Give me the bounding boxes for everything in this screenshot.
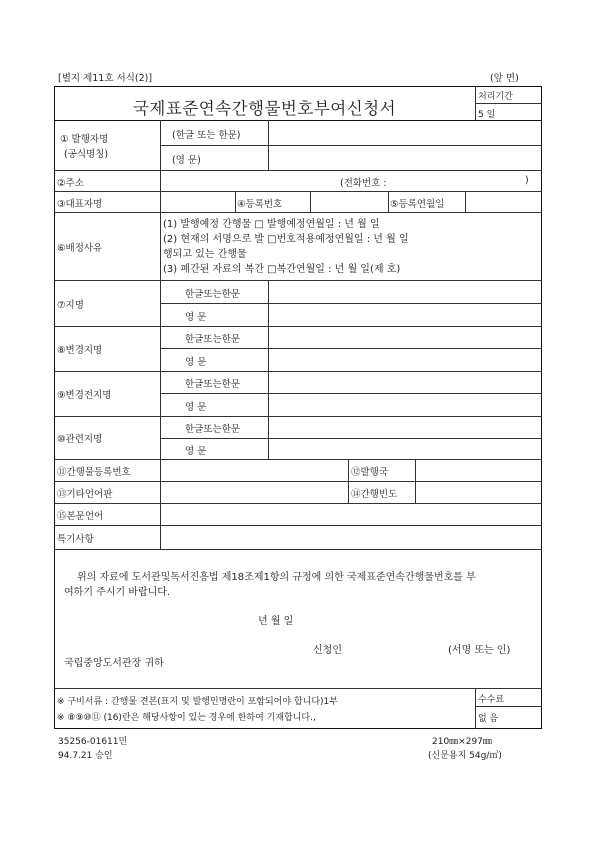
reason-line-4: (3) 폐간된 자료의 복간 □복간연월일 : 년 월 일(제 호) bbox=[163, 264, 401, 275]
reg-date-label: ⑤등록연월일 bbox=[390, 199, 445, 210]
application-date: 년 월 일 bbox=[258, 616, 294, 627]
country-label: ⑫발행국 bbox=[351, 467, 389, 478]
other-language-label: ⑬기타언어판 bbox=[57, 489, 113, 500]
declaration-line-1: 위의 자료에 도서관및독서진흥법 제18조제1항의 규정에 의한 국제표준연속간행물번호를 부 bbox=[77, 572, 476, 583]
special-notes-label: 특기사항 bbox=[57, 534, 94, 545]
phone-close: ) bbox=[525, 175, 529, 186]
form-frame bbox=[54, 86, 542, 729]
serial-reg-number-label: ⑪간행물등록번호 bbox=[57, 467, 131, 478]
fee-value: 없 음 bbox=[478, 714, 499, 724]
frequency-label: ⑭간행빈도 bbox=[351, 489, 398, 500]
title-label: ⑦지명 bbox=[57, 300, 84, 311]
representative-label: ③대표자명 bbox=[57, 199, 103, 210]
reason-line-1: (1) 발행예정 간행물 □ 발행예정연월일 : 년 월 일 bbox=[163, 219, 380, 230]
title-english-label: 영 문 bbox=[185, 312, 207, 323]
changed-title-english-label: 영 문 bbox=[185, 357, 207, 368]
related-title-english-label: 영 문 bbox=[185, 446, 207, 457]
reason-line-2: (2) 현재의 서명으로 발 □번호적용예정연월일 : 년 월 일 bbox=[163, 234, 409, 245]
addressee: 국립중앙도서관장 귀하 bbox=[64, 658, 164, 669]
title-korean-label: 한글또는한문 bbox=[185, 289, 241, 300]
conditional-fields-note: ※ ⑧⑨⑩⑪ (16)란은 해당사항이 있는 경우에 한하여 기재합니다., bbox=[57, 713, 316, 723]
form-code: 35256-01611민 bbox=[58, 737, 128, 747]
previous-title-english-label: 영 문 bbox=[185, 402, 207, 413]
applicant-label: 신청인 bbox=[313, 645, 342, 656]
page-title: 국제표준연속간행물번호부여신청서 bbox=[132, 99, 397, 118]
phone-label: (전화번호 : bbox=[340, 178, 387, 189]
fee-label: 수수료 bbox=[478, 695, 505, 705]
required-documents-note: ※ 구비서류 : 간행물 견본(표지 및 발행인명란이 포함되어야 합니다)1부 bbox=[57, 697, 338, 707]
reg-number-label: ④등록번호 bbox=[237, 199, 283, 210]
related-title-korean-label: 한글또는한문 bbox=[185, 424, 241, 435]
changed-title-korean-label: 한글또는한문 bbox=[185, 334, 241, 345]
publisher-label: ① 발행자명 bbox=[60, 134, 109, 145]
signature-label: (서명 또는 인) bbox=[448, 645, 511, 656]
previous-title-korean-label: 한글또는한문 bbox=[185, 379, 241, 390]
processing-period-value: 5 일 bbox=[478, 110, 496, 120]
paper-size: 210㎜×297㎜ bbox=[432, 737, 492, 747]
publisher-label-sub: (공식명칭) bbox=[64, 149, 109, 160]
paper-type: (신문용지 54g/㎡) bbox=[428, 751, 502, 761]
text-language-label: ⑮본문언어 bbox=[57, 511, 104, 522]
publisher-korean-label: (한글 또는 한문) bbox=[172, 130, 241, 141]
reason-label: ⑥배정사유 bbox=[57, 243, 103, 254]
reason-line-3: 행되고 있는 간행물 bbox=[163, 249, 247, 260]
processing-period-label: 처리기간 bbox=[478, 92, 513, 102]
approval-date: 94.7.21 승인 bbox=[58, 751, 113, 761]
page-side-label: (앞 면) bbox=[490, 73, 519, 84]
previous-title-label: ⑨변경전지명 bbox=[57, 390, 112, 401]
publisher-english-label: (영 문) bbox=[172, 155, 201, 166]
changed-title-label: ⑧변경지명 bbox=[57, 345, 103, 356]
form-number: [별지 제11호 서식(2)] bbox=[58, 73, 153, 84]
related-title-label: ⑩관련지명 bbox=[57, 434, 103, 445]
address-label: ②주소 bbox=[57, 178, 84, 189]
declaration-line-2: 여하기 주시기 바랍니다. bbox=[64, 587, 171, 598]
